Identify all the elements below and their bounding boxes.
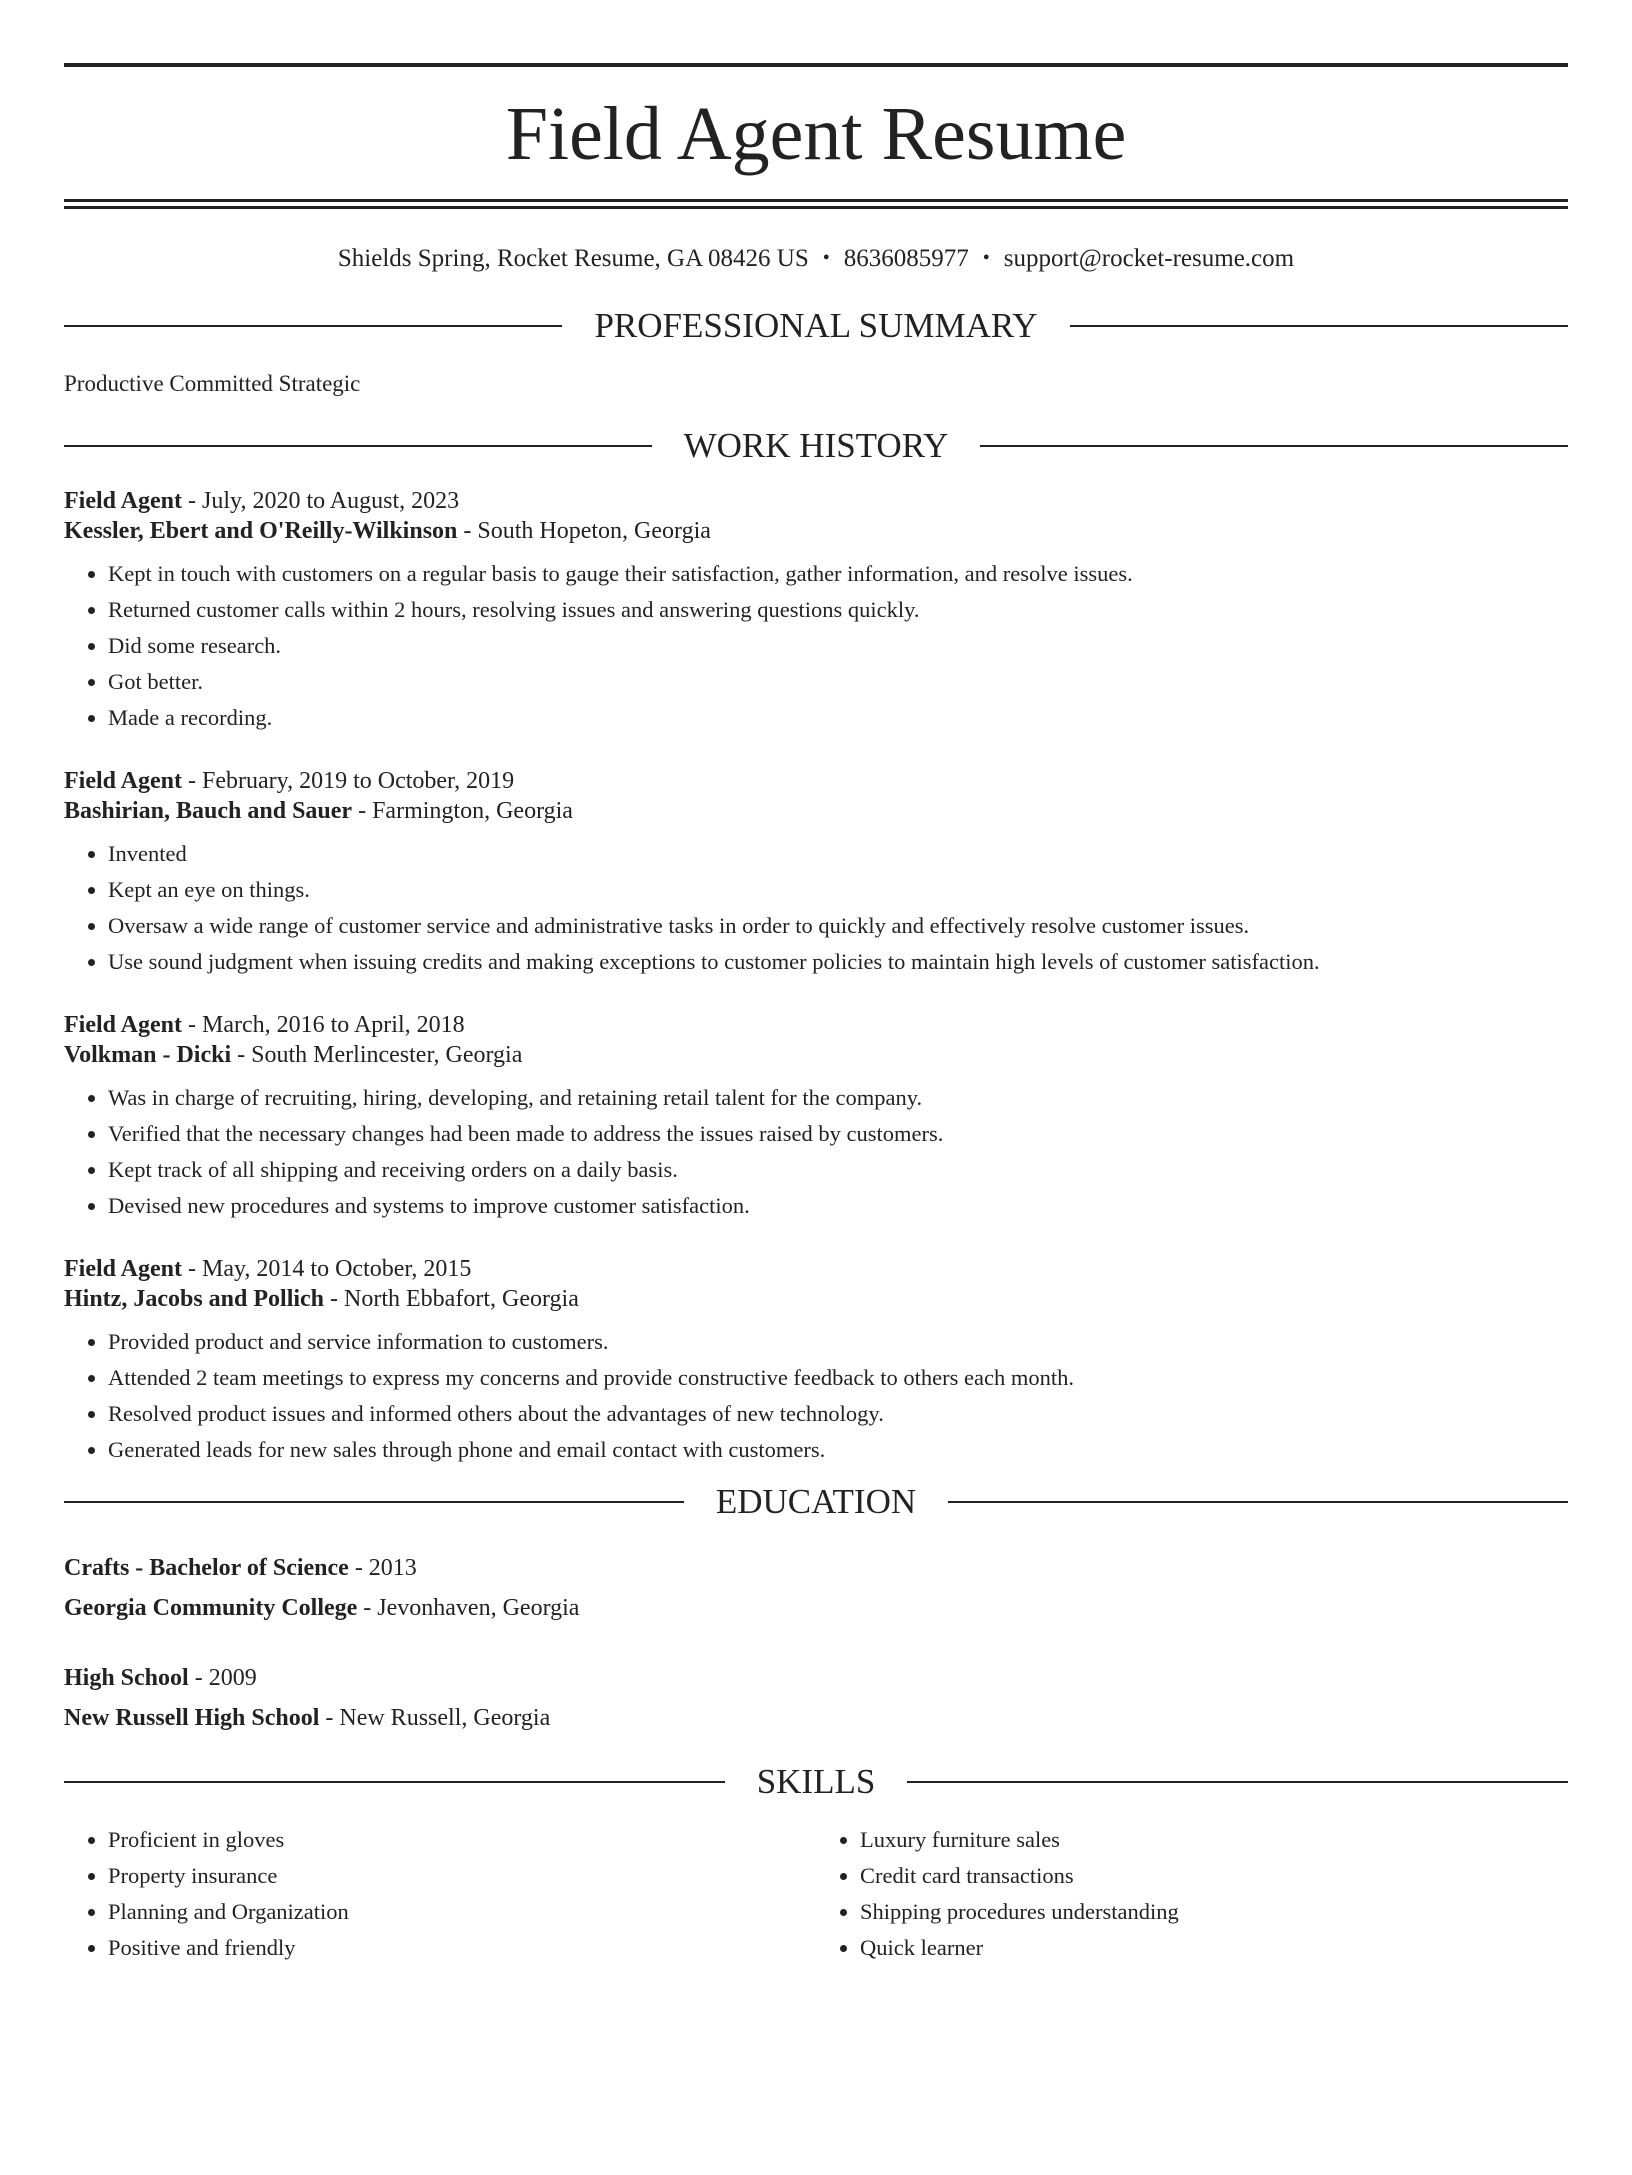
degree-year: - 2009 [188,1665,257,1691]
job-dates: - May, 2014 to October, 2015 [182,1256,472,1282]
school-location: - Jevonhaven, Georgia [357,1595,580,1621]
degree: Crafts - Bachelor of Science [64,1555,349,1581]
degree-line [64,1658,1568,1698]
skill-item: • Positive and friendly [108,1930,816,1966]
page-title: Field Agent Resume [505,92,1127,176]
job-entry [64,486,1568,736]
job-dates: - July, 2020 to August, 2023 [182,488,460,514]
school-line [64,1588,1568,1628]
list-item: • Returned customer calls within 2 hours, resolving issues and answering questions quickly. [108,592,1568,628]
skill-item: • Quick learner [860,1930,1568,1966]
job-company: Hintz, Jacobs and Pollich [64,1286,325,1312]
job-company: Volkman - Dicki [64,1042,232,1068]
job-company-line [64,1284,1568,1314]
list-item: • Oversaw a wide range of customer service and administrative tasks in order to quickly and effectively resolve customer issues. [108,908,1568,944]
job-company: Kessler, Ebert and O'Reilly-Wilkinson [64,518,458,544]
list-item: • Got better. [108,664,1568,700]
school: Georgia Community College [64,1595,358,1621]
job-company: Bashirian, Bauch and Sauer [64,798,353,824]
contact-separator: • [822,247,830,269]
job-title: Field Agent [64,768,182,794]
education-heading [64,1482,1568,1522]
skill-item: • Proficient in gloves [108,1822,816,1858]
resume-page [0,63,1632,2175]
skills-left-list [64,1822,816,1966]
work-heading [64,426,1568,466]
skill-item: • Property insurance [108,1858,816,1894]
contact-line [64,243,1568,274]
list-item: • Kept track of all shipping and receiving orders on a daily basis. [108,1152,1568,1188]
list-item: • Devised new procedures and systems to improve customer satisfaction. [108,1188,1568,1224]
job-location: - South Hopeton, Georgia [457,518,711,544]
heading-rule [64,325,562,327]
list-item: • Invented [108,836,1568,872]
degree: High School [64,1665,189,1691]
school: New Russell High School [64,1705,320,1731]
job-company-line [64,516,1568,546]
skills-right-list [816,1822,1568,1966]
summary-heading [64,306,1568,346]
job-entry [64,766,1568,980]
list-item: • Attended 2 team meetings to express my concerns and provide constructive feedback to others each month. [108,1360,1568,1396]
job-title-line [64,486,1568,516]
list-item: • Kept in touch with customers on a regular basis to gauge their satisfaction, gather information, and resolve issues. [108,556,1568,592]
heading-rule [907,1781,1568,1783]
heading-rule [64,1501,684,1503]
job-location: - Farmington, Georgia [352,798,573,824]
job-title: Field Agent [64,488,182,514]
list-item: • Use sound judgment when issuing credits and making exceptions to customer policies to maintain high levels of customer satisfaction. [108,944,1568,980]
heading-rule [64,1781,725,1783]
top-rule [64,63,1568,67]
job-title: Field Agent [64,1256,182,1282]
list-item: • Did some research. [108,628,1568,664]
school-location: - New Russell, Georgia [319,1705,551,1731]
job-title-line [64,1010,1568,1040]
job-title-line [64,766,1568,796]
job-bullets [64,556,1568,736]
job-entry [64,1254,1568,1468]
school-line [64,1698,1568,1738]
contact-separator: • [982,247,990,269]
job-company-line [64,1040,1568,1070]
skills-columns [64,1822,1568,1966]
education-entry [64,1658,1568,1738]
contact-phone: 8636085977 [843,245,969,272]
list-item: • Verified that the necessary changes had been made to address the issues raised by customers. [108,1116,1568,1152]
job-dates: - March, 2016 to April, 2018 [182,1012,465,1038]
job-bullets [64,1324,1568,1468]
job-company-line [64,796,1568,826]
summary-text: Productive Committed Strategic [64,371,361,396]
summary-heading-label: PROFESSIONAL SUMMARY [594,306,1038,345]
skill-item: • Shipping procedures understanding [860,1894,1568,1930]
job-entry [64,1010,1568,1224]
job-title-line [64,1254,1568,1284]
work-heading-label: WORK HISTORY [683,426,949,465]
skill-item: • Credit card transactions [860,1858,1568,1894]
contact-email: support@rocket-resume.com [1003,245,1295,272]
list-item: • Resolved product issues and informed others about the advantages of new technology. [108,1396,1568,1432]
heading-rule [64,445,652,447]
list-item: • Made a recording. [108,700,1568,736]
skill-item: • Planning and Organization [108,1894,816,1930]
education-heading-label: EDUCATION [715,1482,917,1521]
list-item: • Generated leads for new sales through phone and email contact with customers. [108,1432,1568,1468]
job-title: Field Agent [64,1012,182,1038]
job-dates: - February, 2019 to October, 2019 [182,768,515,794]
title-double-rule [64,199,1568,209]
contact-address: Shields Spring, Rocket Resume, GA 08426 US [337,245,809,272]
skills-heading [64,1762,1568,1802]
skills-heading-label: SKILLS [756,1762,876,1801]
education-entry [64,1548,1568,1628]
list-item: • Kept an eye on things. [108,872,1568,908]
heading-rule [1070,325,1568,327]
heading-rule [980,445,1568,447]
skill-item: • Luxury furniture sales [860,1822,1568,1858]
job-bullets [64,1080,1568,1224]
list-item: • Provided product and service information to customers. [108,1324,1568,1360]
job-location: - North Ebbafort, Georgia [324,1286,579,1312]
degree-line [64,1548,1568,1588]
job-location: - South Merlincester, Georgia [231,1042,523,1068]
list-item: • Was in charge of recruiting, hiring, developing, and retaining retail talent for the company. [108,1080,1568,1116]
degree-year: - 2013 [348,1555,417,1581]
job-bullets [64,836,1568,980]
heading-rule [948,1501,1568,1503]
